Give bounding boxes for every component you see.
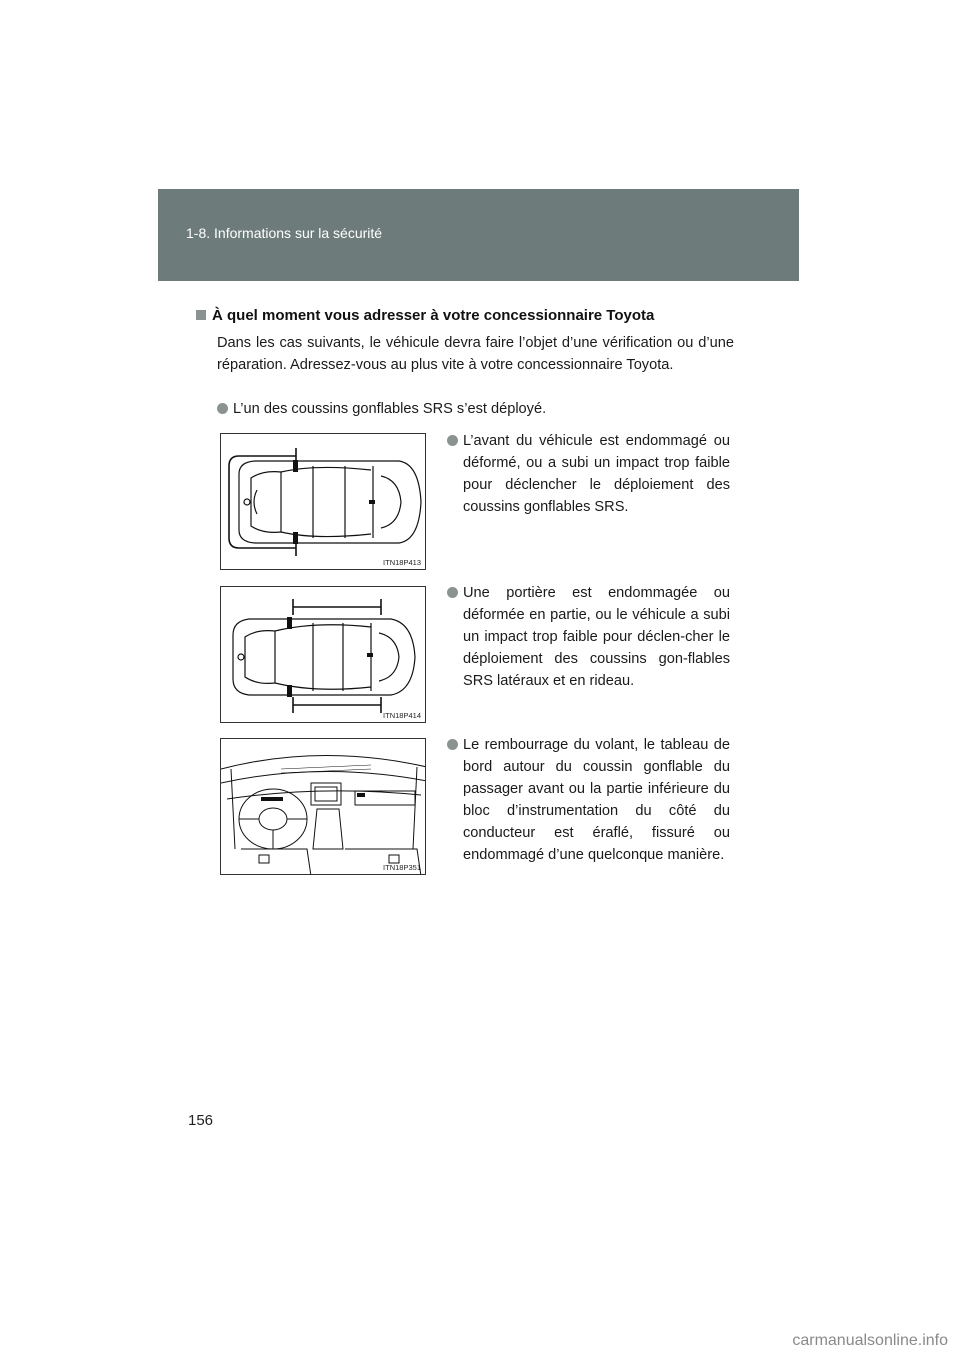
- bullet-text: Une portière est endommagée ou déformée en partie, ou le véhicule a subi un impact trop faible pour déclen-cher le déploiement des coussins gon-flables SRS latéraux et en rideau.: [463, 585, 730, 689]
- bullet-item: [447, 582, 730, 692]
- watermark: carmanualsonline.info: [792, 1332, 948, 1349]
- header-band: [158, 189, 799, 281]
- figure-side-impact: [220, 586, 426, 723]
- circle-bullet-icon: [447, 587, 458, 598]
- figure-code: ITN18P413: [383, 558, 421, 567]
- heading-text: À quel moment vous adresser à votre concessionnaire Toyota: [212, 307, 655, 324]
- section-title: 1-8. Informations sur la sécurité: [186, 225, 383, 241]
- circle-bullet-icon: [447, 739, 458, 750]
- circle-bullet-icon: [447, 435, 458, 446]
- car-dashboard-interior-icon: [221, 739, 426, 875]
- bullet-item: [217, 398, 737, 420]
- bullet-text: Le rembourrage du volant, le tableau de bord autour du coussin gonflable du passager avant ou la partie inférieure du bloc d’instrumentation du côté du conducteur est éraflé, fissuré ou endommagé d’une quelconque manière.: [463, 737, 730, 863]
- page-number: 156: [188, 1112, 214, 1129]
- figure-front-impact: [220, 433, 426, 570]
- car-top-view-side-impact-icon: [221, 587, 426, 723]
- figure-code: ITN18P414: [383, 711, 421, 720]
- circle-bullet-icon: [217, 403, 228, 414]
- section-heading: [196, 307, 654, 324]
- bullet-item: [447, 430, 730, 518]
- bullet-text: L’un des coussins gonflables SRS s’est déployé.: [233, 401, 547, 417]
- intro-paragraph: Dans les cas suivants, le véhicule devra faire l’objet d’une vérification ou d’une réparation. Adressez-vous au plus vite à votre concessionnaire Toyota.: [217, 335, 734, 373]
- bullet-item: [447, 734, 730, 866]
- square-bullet-icon: [196, 310, 206, 320]
- bullet-text: L’avant du véhicule est endommagé ou déformé, ou a subi un impact trop faible pour déclencher le déploiement des coussins gonflables SRS.: [463, 433, 730, 515]
- car-top-view-front-impact-icon: [221, 434, 426, 570]
- figure-code: ITN18P351: [383, 863, 421, 872]
- figure-dashboard: [220, 738, 426, 875]
